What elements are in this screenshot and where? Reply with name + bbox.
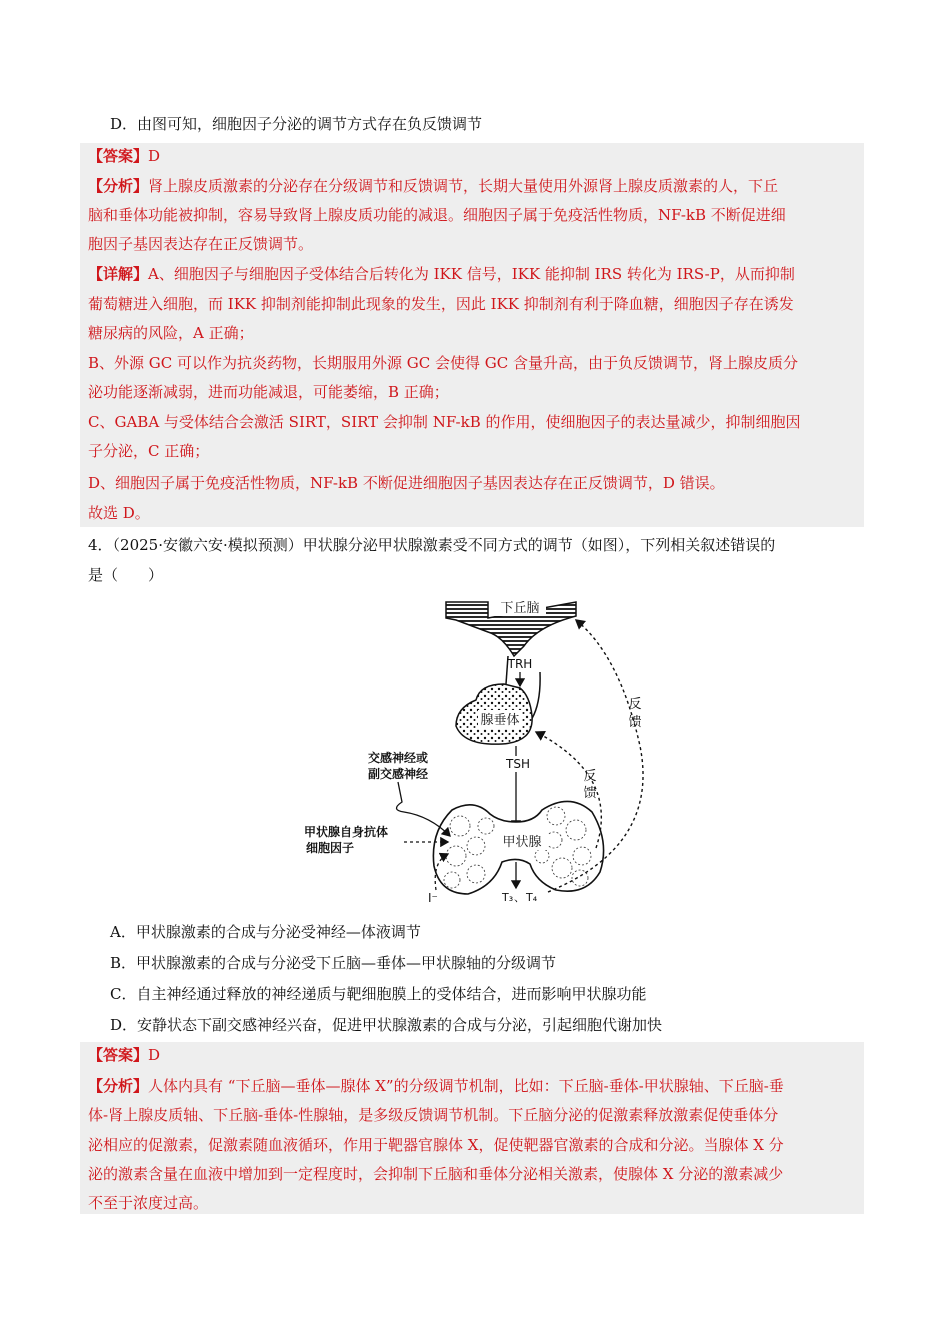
t4-label: T₄: [526, 891, 538, 904]
answer-tag: 【答案】: [88, 147, 149, 165]
analysis-tag: 【分析】: [88, 177, 149, 195]
detail-line: 【详解】A、细胞因子与细胞因子受体结合后转化为 IKK 信号，IKK 能抑制 IRS 转化为 IRS-P，从而抑制: [88, 265, 795, 283]
feedback-outer-label-1: 反: [628, 697, 642, 712]
option-b: B．甲状腺激素的合成与分泌受下丘脑—垂体—甲状腺轴的分级调节: [110, 954, 557, 972]
analysis-line: 泌的激素含量在血液中增加到一定程度时，会抑制下丘脑和垂体分泌相关激素，使腺体 X 分泌的激素减少: [88, 1165, 784, 1183]
detail-line: 葡萄糖进入细胞，而 IKK 抑制剂能抑制此现象的发生，因此 IKK 抑制剂有利于降血糖，细胞因子存在诱发: [88, 295, 794, 313]
answer-block: [80, 1042, 864, 1214]
thyroid-regulation-diagram: [280, 596, 680, 908]
detail-line: 故选 D。: [88, 504, 150, 522]
question-stem: 是（ ）: [88, 566, 164, 584]
analysis-line: 【分析】肾上腺皮质激素的分泌存在分级调节和反馈调节，长期大量使用外源肾上腺皮质激素的人，下丘: [88, 177, 779, 195]
detail-line: 子分泌，C 正确；: [88, 442, 210, 460]
nerve-label-1: 交感神经或: [367, 751, 429, 765]
pituitary-label: 腺垂体: [480, 713, 520, 728]
answer-value: D: [148, 147, 161, 165]
option-c: C．自主神经通过释放的神经递质与靶细胞膜上的受体结合，进而影响甲状腺功能: [110, 985, 647, 1003]
t3-label: T₃: [502, 891, 514, 904]
detail-line: 糖尿病的风险，A 正确；: [88, 324, 254, 342]
analysis-line: 脑和垂体功能被抑制，容易导致肾上腺皮质功能的减退。细胞因子属于免疫活性物质，NF-kB 不断促进细: [88, 206, 786, 224]
analysis-line: 胞因子基因表达存在正反馈调节。: [88, 235, 314, 253]
analysis-line: 【分析】人体内具有 “下丘脑—垂体—腺体 X”的分级调节机制，比如：下丘脑-垂体-甲状腺轴、下丘脑-垂: [88, 1077, 784, 1095]
trh-label: TRH: [507, 657, 533, 671]
detail-line: D、细胞因子属于免疫活性物质，NF-kB 不断促进细胞因子基因表达存在正反馈调节，D 错误。: [88, 474, 725, 492]
hypothalamus-label: 下丘脑: [500, 601, 540, 616]
analysis-line: 体-肾上腺皮质轴、下丘脑-垂体-性腺轴，是多级反馈调节机制。下丘脑分泌的促激素释放激素促使垂体分: [88, 1106, 779, 1124]
option-a: A．甲状腺激素的合成与分泌受神经—体液调节: [110, 923, 421, 941]
analysis-line: 泌相应的促激素，促激素随血液循环，作用于靶器官腺体 X，促使靶器官激素的合成和分泌。当腺体 X 分: [88, 1136, 784, 1154]
option-d-prev: D．由图可知，细胞因子分泌的调节方式存在负反馈调节: [110, 115, 483, 133]
detail-tag: 【详解】: [88, 265, 149, 283]
answer-line-prev: [88, 146, 864, 166]
tsh-label: TSH: [506, 757, 530, 771]
answer-value: D: [148, 1046, 161, 1064]
t-separator: 、: [514, 891, 525, 904]
antibody-label-2: 细胞因子: [305, 841, 355, 855]
nerve-label-2: 副交感神经: [367, 767, 429, 781]
question-stem: 4．（2025·安徽六安·模拟预测）甲状腺分泌甲状腺激素受不同方式的调节（如图），下列相关叙述错误的: [88, 536, 776, 554]
iodide-label: I⁻: [428, 891, 438, 905]
detail-line: B、外源 GC 可以作为抗炎药物，长期服用外源 GC 会使得 GC 含量升高，由于负反馈调节，肾上腺皮质分: [88, 354, 799, 372]
analysis-line: 不至于浓度过高。: [88, 1194, 209, 1212]
detail-line: C、GABA 与受体结合会激活 SIRT，SIRT 会抑制 NF-kB 的作用，使细胞因子的表达量减少，抑制细胞因: [88, 413, 801, 431]
feedback-inner-label-1: 反: [583, 769, 597, 784]
detail-line: 泌功能逐渐减弱，进而功能减退，可能萎缩，B 正确；: [88, 383, 449, 401]
analysis-tag: 【分析】: [88, 1077, 149, 1095]
option-d: D．安静状态下副交感神经兴奋，促进甲状腺激素的合成与分泌，引起细胞代谢加快: [110, 1016, 663, 1034]
answer-line: [88, 1045, 864, 1065]
thyroid-label: 甲状腺: [502, 835, 542, 850]
feedback-outer-label-2: 馈: [628, 715, 642, 730]
feedback-inner-label-2: 馈: [583, 786, 597, 801]
antibody-label-1: 甲状腺自身抗体: [303, 825, 389, 839]
answer-tag: 【答案】: [88, 1046, 149, 1064]
